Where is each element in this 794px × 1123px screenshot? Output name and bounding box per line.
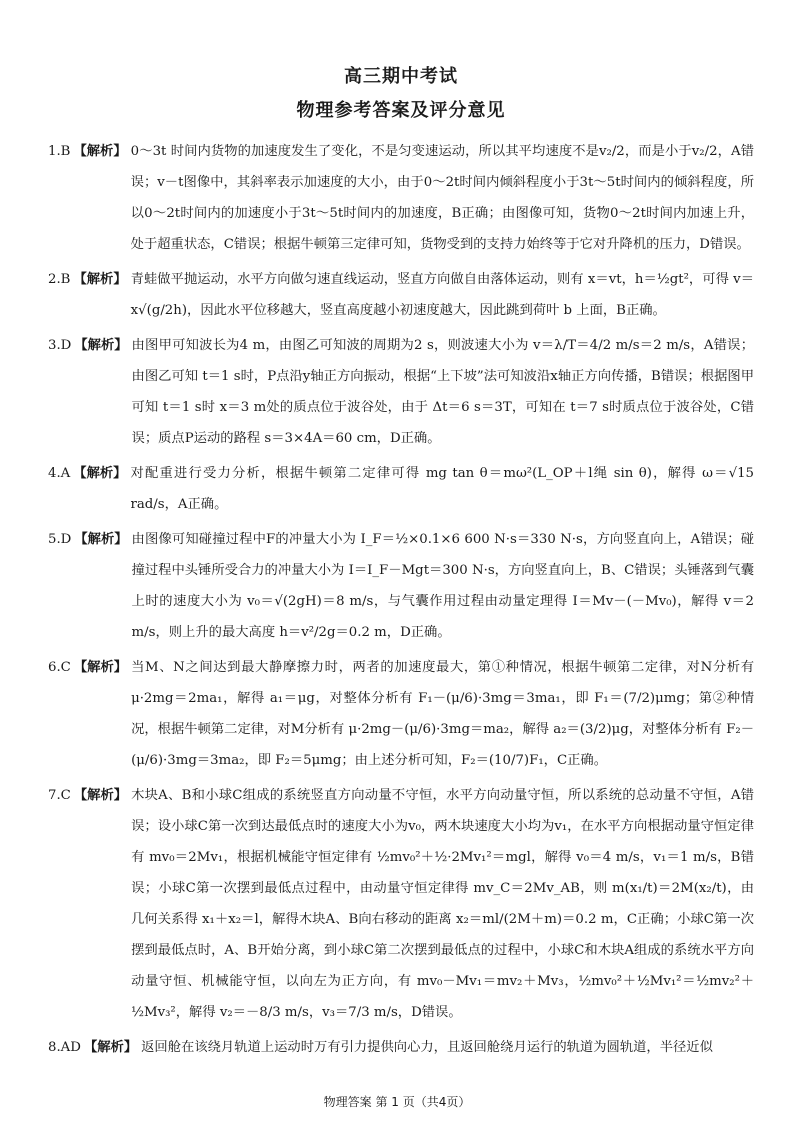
answer-number: 3.D 【解析】 [48, 338, 128, 353]
page-title: 高三期中考试 [344, 66, 458, 87]
answer-item-1 [48, 136, 754, 260]
answer-item-3 [48, 330, 754, 454]
answer-number: 8.AD 【解析】 [48, 1040, 138, 1055]
answer-number: 1.B 【解析】 [48, 144, 127, 159]
answer-text: 青蛙做平抛运动，水平方向做匀速直线运动，竖直方向做自由落体运动，则有 x＝vt，h＝½gt²，可得 v＝x√(g/2h)，因此水平位移越大，竖直高度越小初速度越大，因此跳到荷叶 b 上面，B正确。 [130, 272, 754, 318]
answer-item-2 [48, 264, 754, 326]
answer-number: 5.D 【解析】 [48, 532, 128, 547]
answer-item-6 [48, 652, 754, 776]
answer-number: 2.B 【解析】 [48, 272, 127, 287]
answer-text: 木块A、B和小球C组成的系统竖直方向动量不守恒，水平方向动量守恒，所以系统的总动量不守恒，A错误；设小球C第一次到达最低点时的速度大小为v₀，两木块速度大小均为v₁，在水平方向根据动量守恒定律有 mv₀＝2Mv₁，根据机械能守恒定律有 ½mv₀²＋½·2Mv₁²＝mgl，解得 v₀＝4 m/s，v₁＝1 m/s，B错误；小球C第一次摆到最低点过程中，由动量守恒定律得 mv_C＝2Mv_AB，则 m(x₁/t)＝2M(x₂/t)，由几何关系得 x₁＋x₂＝l，解得木块A、B向右移动的距离 x₂＝ml/(2M＋m)＝0.2 m，C正确；小球C第一次摆到最低点时，A、B开始分离，到小球C第二次摆到最低点的过程中，小球C和木块A组成的系统水平方向动量守恒、机械能守恒，以向左为正方向，有 mv₀－Mv₁＝mv₂＋Mv₃，½mv₀²＋½Mv₁²＝½mv₂²＋½Mv₃²，解得 v₂＝－8/3 m/s，v₃＝7/3 m/s，D错误。 [131, 788, 754, 1020]
answer-item-8 [48, 1032, 754, 1063]
page-subtitle: 物理参考答案及评分意见 [296, 100, 506, 121]
answer-text: 对配重进行受力分析，根据牛顿第二定律可得 mg tan θ＝mω²(L_OP＋l绳 sin θ)，解得 ω＝√15 rad/s，A正确。 [130, 466, 754, 512]
answer-number: 4.A 【解析】 [48, 466, 127, 481]
answer-item-7 [48, 780, 754, 1028]
answer-text: 由图像可知碰撞过程中F的冲量大小为 I_F＝½×0.1×6 600 N·s＝330 N·s，方向竖直向上，A错误；碰撞过程中头锤所受合力的冲量大小为 I＝I_F－Mgt＝300 N·s，方向竖直向上，B、C错误；头锤落到气囊上时的速度大小为 v₀＝√(2gH)＝8 m/s，与气囊作用过程由动量定理得 I＝Mv－(－Mv₀)，解得 v＝2 m/s，则上升的最大高度 h＝v²/2g＝0.2 m，D正确。 [131, 532, 754, 640]
answer-number: 6.C 【解析】 [48, 660, 128, 675]
page-footer: 物理答案 第 1 页（共4页） [323, 1095, 471, 1109]
answer-text: 由图甲可知波长为4 m，由图乙可知波的周期为2 s，则波速大小为 v＝λ/T＝4/2 m/s＝2 m/s，A错误；由图乙可知 t＝1 s时，P点沿y轴正方向振动，根据“上下坡”法可知波沿x轴正方向传播，B错误；根据图甲可知 t＝1 s时 x＝3 m处的质点位于波谷处，由于 Δt＝6 s＝3T，可知在 t＝7 s时质点位于波谷处，C错误；质点P运动的路程 s＝3×4A＝60 cm，D正确。 [131, 338, 754, 446]
answer-item-5 [48, 524, 754, 648]
answer-text: 当M、N之间达到最大静摩擦力时，两者的加速度最大，第①种情况，根据牛顿第二定律，对N分析有 μ·2mg＝2ma₁，解得 a₁＝μg，对整体分析有 F₁－(μ/6)·3mg＝3ma₁，即 F₁＝(7/2)μmg；第②种情况，根据牛顿第二定律，对M分析有 μ·2mg－(μ/6)·3mg＝ma₂，解得 a₂＝(3/2)μg，对整体分析有 F₂－(μ/6)·3mg＝3ma₂，即 F₂＝5μmg；由上述分析可知，F₂＝(10/7)F₁，C正确。 [131, 660, 754, 768]
answer-item-4 [48, 458, 754, 520]
answer-text: 0～3t 时间内货物的加速度发生了变化，不是匀变速运动，所以其平均速度不是v₂/2，而是小于v₂/2，A错误；v－t图像中，其斜率表示加速度的大小，由于0～2t时间内倾斜程度小于3t～5t时间内的倾斜程度，所以0～2t时间内的加速度小于3t～5t时间内的加速度，B正确；由图像可知，货物0～2t时间内加速上升，处于超重状态，C错误；根据牛顿第三定律可知，货物受到的支持力始终等于它对升降机的压力，D错误。 [130, 144, 754, 252]
answer-text: 返回舱在该绕月轨道上运动时万有引力提供向心力，且返回舱绕月运行的轨道为圆轨道，半径近似 [141, 1040, 713, 1055]
answer-number: 7.C 【解析】 [48, 788, 128, 803]
